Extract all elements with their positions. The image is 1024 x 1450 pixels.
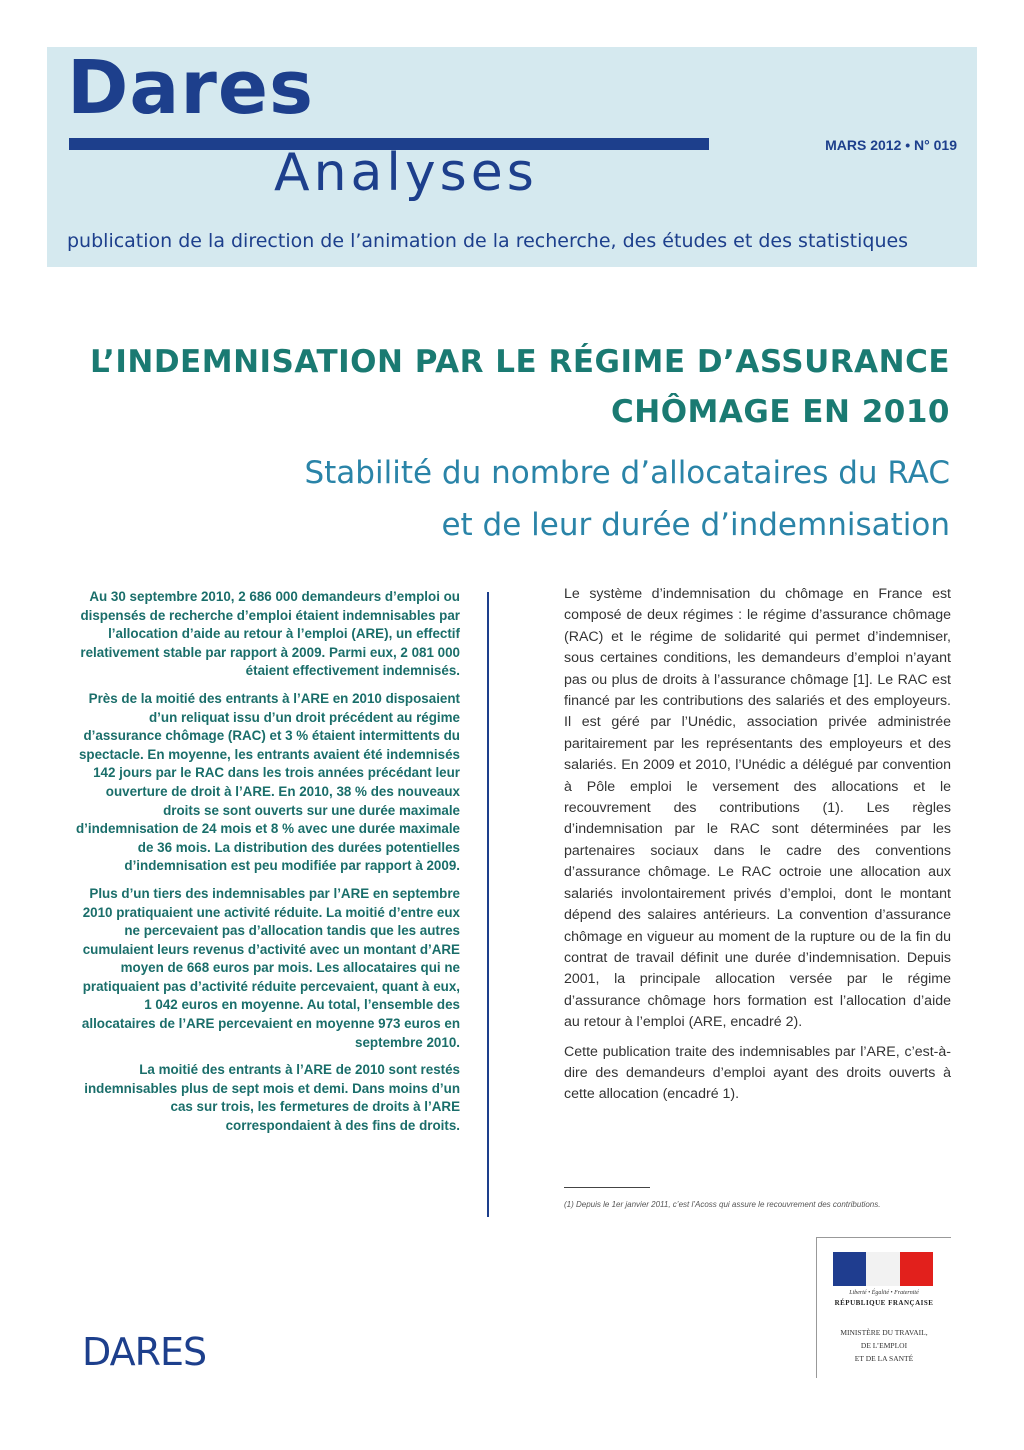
marianne-flag-icon [833, 1252, 933, 1286]
brand-logo-analyses: Analyses [274, 143, 538, 203]
abstract-column [74, 588, 460, 1145]
abstract-paragraph: Près de la moitié des entrants à l’ARE en 2010 disposaient d’un reliquat issu d’un droit précédent au régime d’assurance chômage (RAC) et 3 % étaient intermittents du spectacle. En moyenne, les entrants avaient été indemnisés 142 jours par le RAC dans les trois années précédant leur ouverture de droit à l’ARE. En 2010, 38 % des nouveaux droits se sont ouverts sur une durée maximale d’indemnisation de 24 mois et 8 % avec une durée maximale de 36 mois. La distribution des durées potentielles d’indemnisation est peu modifiée par rapport à 2009. [75, 690, 460, 874]
footnote-divider [564, 1187, 650, 1188]
republic-motto: Liberté • Égalité • Fraternité [849, 1290, 919, 1296]
subtitle-line-2: et de leur durée d’indemnisation [441, 507, 950, 543]
republic-name: RÉPUBLIQUE FRANÇAISE [834, 1299, 934, 1307]
title-line-2: CHÔMAGE EN 2010 [611, 394, 950, 430]
issue-number: MARS 2012 • N° 019 [825, 137, 957, 153]
footer-brand-logo: DARES [82, 1330, 207, 1374]
ministry-name: MINISTÈRE DU TRAVAIL, DE L’EMPLOI ET DE LA SANTÉ [840, 1328, 928, 1363]
abstract-paragraph: Au 30 septembre 2010, 2 686 000 demandeurs d’emploi ou dispensés de recherche d’emploi étaient indemnisables par l’allocation d’aide au retour à l’emploi (ARE), un effectif relativement stable par rapport à 2009. Parmi eux, 2 081 000 étaient effectivement indemnisés. [80, 589, 460, 679]
ministry-logo [816, 1237, 951, 1378]
title-line-1: L’INDEMNISATION PAR LE RÉGIME D’ASSURANCE [89, 344, 950, 380]
page-title [50, 337, 950, 437]
publication-tagline: publication de la direction de l’animation de la recherche, des études et des statistiques [67, 230, 909, 252]
abstract-paragraph: Plus d’un tiers des indemnisables par l’ARE en septembre 2010 pratiquaient une activité réduite. La moitié d’entre eux ne percevaient pas d’allocation tandis que les autres cumulaient leurs revenus d’activité avec un montant d’ARE moyen de 668 euros par mois. Les allocataires qui ne pratiquaient pas d’activité réduite percevaient, quant à eux, 1 042 euros en moyenne. Au total, l’ensemble des allocataires de l’ARE percevaient en moyenne 973 euros en septembre 2010. [81, 885, 460, 1050]
masthead [47, 47, 977, 267]
brand-logo-dares: Dares [67, 45, 315, 131]
column-divider [487, 592, 489, 1217]
footnote: (1) Depuis le 1er janvier 2011, c’est l’Acoss qui assure le recouvrement des contributions. [564, 1200, 881, 1209]
body-column [564, 584, 951, 1114]
body-paragraph: Cette publication traite des indemnisables par l’ARE, c’est-à-dire des demandeurs d’emploi ayant des droits ouverts à cette allocation (encadré 1). [564, 1043, 951, 1103]
subtitle-line-1: Stabilité du nombre d’allocataires du RAC [304, 455, 950, 491]
page-subtitle [50, 447, 950, 551]
abstract-paragraph: La moitié des entrants à l’ARE de 2010 sont restés indemnisables plus de sept mois et demi. Dans moins d’un cas sur trois, les fermetures de droits à l’ARE correspondaient à des fins de droits. [84, 1062, 460, 1134]
body-paragraph: Le système d’indemnisation du chômage en France est composé de deux régimes : le régime d’assurance chômage (RAC) et le régime de solidarité qui permet d’indemniser, sous certaines conditions, les demandeurs d’emploi n’ayant pas ou plus de droits à l’assurance chômage [1]. Le RAC est financé par les contributions des salariés et des employeurs. Il est géré par l’Unédic, association privée administrée paritairement par les représentants des employeurs et des salariés. En 2009 et 2010, l’Unédic a délégué par convention à Pôle emploi le versement des allocations et le recouvrement des contributions (1). Les règles d’indemnisation par le RAC sont déterminées par les partenaires sociaux dans le cadre des conventions d’assurance chômage. Le RAC octroie une allocation aux salariés involontairement privés d’emploi, dont le montant dépend des salaires antérieurs. La convention d’assurance chômage en vigueur au moment de la rupture ou de la fin du contrat de travail définit une durée d’indemnisation. Depuis 2001, la principale allocation versée par le régime d’assurance chômage hors formation est l’allocation d’aide au retour à l’emploi (ARE, encadré 2). [564, 586, 951, 1031]
